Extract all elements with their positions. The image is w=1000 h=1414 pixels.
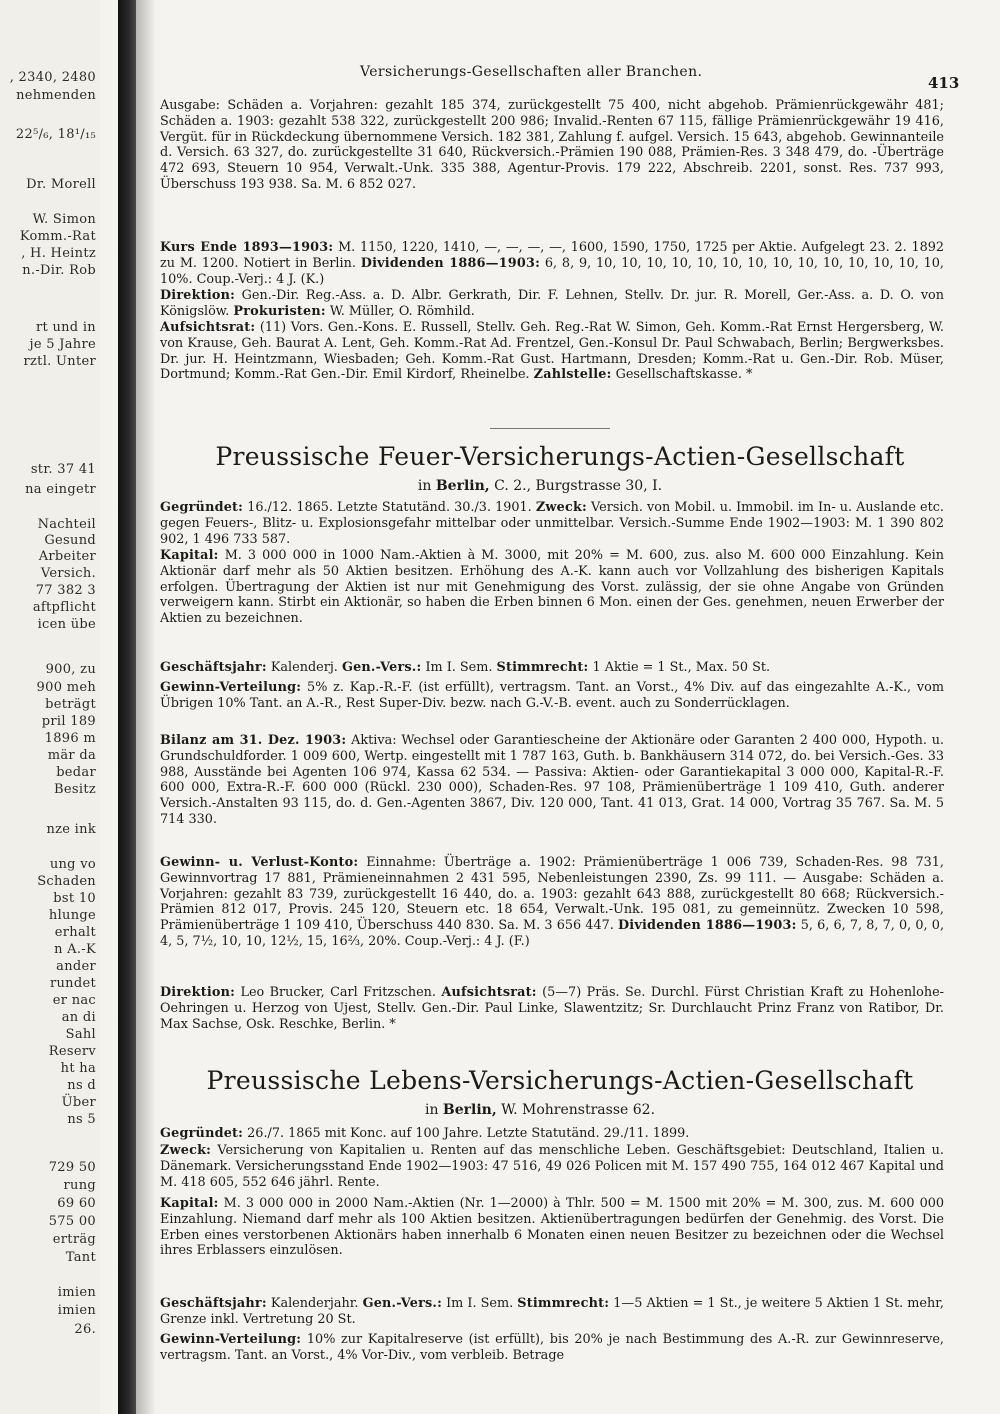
prokuristen-text: W. Müller, O. Römhild. [325,303,475,319]
feuer-kapital-label: Kapital: [160,548,219,563]
feuer-stimmrecht-label: Stimmrecht: [496,660,589,675]
margin-line: 1896 m [44,731,96,746]
margin-line: na eingetr [25,482,96,497]
feuer-location-address: C. 2., Burgstrasse 30, I. [489,478,663,494]
feuer-genvers-label: Gen.-Vers.: [341,660,422,675]
leben-geschaeftsjahr-text: Kalenderjahr. [266,1296,363,1311]
margin-line: je 5 Jahre [29,337,96,352]
margin-line: bedar [56,765,96,780]
margin-line: Nachteil [37,517,96,532]
margin-line: W. Simon [32,212,96,227]
feuer-direktion-text: Leo Brucker, Carl Fritzschen. [235,985,442,1000]
feuer-bilanz-label: Bilanz am 31. Dez. 1903: [160,733,347,748]
leben-genvers-label: Gen.-Vers.: [362,1296,443,1311]
margin-line: hlunge [48,908,96,923]
feuer-zweck-label: Zweck: [535,500,587,515]
margin-line: Arbeiter [38,549,96,564]
leben-gegruendet-label: Gegründet: [160,1126,244,1141]
leben-stimmrecht-label: Stimmrecht: [517,1296,610,1311]
section-divider [490,428,610,429]
margin-line: Dr. Morell [26,177,96,192]
feuer-direktion-label: Direktion: [160,985,236,1000]
margin-line: erträg [52,1232,96,1247]
leben-kapital-text: M. 3 000 000 in 2000 Nam.-Aktien (Nr. 1—2000) à Thlr. 500 = M. 1500 mit 20% = M. 300, zus. M. 600 000 Einzahlung. Niemand darf mehr als 100 Aktien besitzen. Aktienübertragungen bedürfen der Genehmig. des Vorst. Die Erben eines verstorbenen Aktionärs haben innerhalb 6 Monaten einen neuen Besitzer zu bezeichnen oder die Wechsel ihres Erblassers einzulösen. [160,1196,944,1259]
margin-line: Schaden [37,874,96,889]
leben-heading: Preussische Lebens-Versicherungs-Actien-Gesellschaft [206,1066,914,1095]
leben-location-address: W. Mohrenstrasse 62. [496,1102,656,1118]
feuer-gegruendet-text: 16./12. 1865. Letzte Statutänd. 30./3. 1901. [243,500,536,515]
margin-line: rztl. Unter [23,354,96,369]
feuer-gewinn-label: Gewinn-Verteilung: [160,680,302,695]
margin-line: rung [63,1178,96,1193]
feuer-kapital-paragraph [160,548,944,627]
leben-location [160,1102,920,1118]
leben-stimmrecht-text: 1—5 Aktien = 1 St., je weitere 5 Aktien 1 St. mehr, Grenze inkl. Vertretung 20 St. [160,1296,944,1327]
feuer-guv-text: Einnahme: Überträge a. 1902: Prämienüberträge 1 006 739, Schaden-Res. 98 731, Gewinnvortrag 17 881, Prämieneinnahmen 2 431 595, Nebenleistungen 2390, Zs. 99 111. — Ausgabe: Schäden a. Vorjahren: gezahlt 83 739, zurückgestellt 16 440, do. a. 1903: gezahlt 643 888, zurückgestellt 80 668; Rückversich.-Prämien 812 017, Provis. 245 120, Steuern etc. 18 654, Verwalt.-Unk. 195 081, zu gemeinnütz. Zwecken 10 598, Prämienüberträge 1 109 410, Überschuss 440 830. Sa. M. 3 656 447. [160,855,944,934]
margin-line: 900 meh [36,680,96,695]
margin-line: an di [61,1010,96,1025]
feuer-geschaeftsjahr-paragraph [160,660,944,676]
running-head: Versicherungs-Gesellschaften aller Branchen. [360,64,703,80]
feuer-gegruendet-paragraph [160,500,944,547]
feuer-aufsichtsrat-label: Aufsichtsrat: [441,985,537,1000]
leben-zweck-text: Versicherung von Kapitalien u. Renten auf das menschliche Leben. Geschäftsgebiet: Deutschland, Italien u. Dänemark. Versicherungsstand Ende 1902—1903: 47 516, 49 026 Policen mit M. 157 490 755, 164 012 467 Kapital und M. 418 605, 552 646 jährl. Rente. [160,1143,944,1190]
leben-gegruendet-text: 26./7. 1865 mit Konc. auf 100 Jahre. Letzte Statutänd. 29./11. 1899. [243,1126,690,1141]
margin-line: imien [57,1285,96,1300]
left-margin-strip [0,0,100,1414]
margin-line: er nac [52,993,96,1008]
margin-line: n.-Dir. Rob [22,263,96,278]
feuer-bilanz-paragraph [160,733,944,828]
feuer-gewinn-text: 5% z. Kap.-R.-F. (ist erfüllt), vertragsm. Tant. an Vorst., 4% Div. auf das eingezahlte A.-K., vom Übrigen 10% Tant. an A.-R., Rest Super-Div. bezw. nach G.-V.-B. event. auch zu Sonderrücklagen. [160,680,944,711]
leben-gegruendet-paragraph [160,1126,944,1142]
margin-line: rt und in [35,320,96,335]
feuer-zweck-text: Versich. von Mobil. u. Immobil. im In- u. Auslande etc. gegen Feuers-, Blitz- u. Explosionsgefahr mittelbar oder unmittelbar. Versich.-Summe Ende 1902—1903: M. 1 390 802 902, 1 496 733 587. [160,500,944,547]
margin-line: Gesund [44,533,96,548]
feuer-dividenden-label: Dividenden 1886—1903: [617,918,797,934]
margin-line: 729 50 [48,1160,96,1175]
margin-line: bst 10 [53,891,96,906]
margin-line: str. 37 41 [30,462,96,477]
kurs-label: Kurs Ende 1893—1903: [160,240,334,255]
margin-line: ns 5 [67,1112,96,1127]
zahlstelle-text: Gesellschaftskasse. * [611,367,753,383]
margin-line: imien [57,1303,96,1318]
feuer-location [160,478,920,494]
book-gutter [118,0,136,1414]
margin-line: rundet [50,976,96,991]
page-number: 413 [928,74,960,92]
leben-gewinn-paragraph [160,1332,944,1364]
leben-geschaeftsjahr-paragraph [160,1296,944,1328]
margin-line: aftpflicht [32,600,96,615]
leben-location-city: Berlin, [442,1102,497,1118]
margin-line: Komm.-Rat [19,229,96,244]
direktion-label: Direktion: [160,288,236,303]
ausgabe-paragraph [160,98,944,193]
margin-line: Sahl [65,1027,96,1042]
leben-gewinn-text: 10% zur Kapitalreserve (ist erfüllt), bis 20% je nach Bestimmung des A.-R. zur Gewinnreserve, vertragsm. Tant. an Vorst., 4% Vor-Div., vom verbleib. Betrage [160,1332,944,1363]
feuer-genvers-text: Im I. Sem. [421,660,497,675]
ausgabe-text: Ausgabe: Schäden a. Vorjahren: gezahlt 185 374, zurückgestellt 75 400, nicht abgehob. Prämienrückgewähr 481; Schäden a. 1903: gezahlt 538 322, zurückgestellt 200 986; Invalid.-Renten 67 115, fällige Prämienrückgewähr 19 416, Vergüt. für in Rückdeckung übernommene Versich. 182 381, Zahlung f. aufgel. Versich. 15 643, abgehob. Gewinnanteile d. Versich. 63 327, do. zurückgestellte 31 640, Rückversich.-Prämien 190 088, Prämien-Res. 3 348 479, do. -Überträge 472 693, Steuern 10 954, Verwalt.-Unk. 335 388, Agentur-Provis. 179 222, Abschreib. 2201, sonst. Res. 737 993, Überschuss 193 938. Sa. M. 6 852 027. [160,98,944,192]
margin-line: , 2340, 2480 [9,70,96,85]
zahlstelle-label: Zahlstelle: [533,367,612,383]
margin-line: 22⁵/₆, 18¹/₁₅ [15,127,96,142]
margin-line: Tant [65,1250,96,1265]
feuer-gegruendet-label: Gegründet: [160,500,244,515]
feuer-kapital-text: M. 3 000 000 in 1000 Nam.-Aktien à M. 3000, mit 20% = M. 600, zus. also M. 600 000 Einzahlung. Kein Aktionär darf mehr als 50 Aktien besitzen. Erhöhung des A.-K. kann auch vor Vollzahlung des bisherigen Kapitals erfolgen. Übertragung der Aktien ist nur mit Genehmigung des Vorst. zulässig, der sie ohne Angabe von Gründen verweigern kann. Stirbt ein Aktionär, so haben die Erben binnen 6 Mon. einen der Ges. genehmen, neuen Erwerber der Aktien zu bezeichnen. [160,548,944,627]
margin-line: pril 189 [41,714,96,729]
feuer-gewinn-paragraph [160,680,944,712]
feuer-guv-paragraph [160,855,944,950]
feuer-geschaeftsjahr-label: Geschäftsjahr: [160,660,267,675]
leben-kapital-paragraph [160,1196,944,1259]
margin-line: beträgt [45,697,96,712]
feuer-direktion-paragraph [160,985,944,1032]
feuer-location-in: in [417,478,436,494]
feuer-guv-label: Gewinn- u. Verlust-Konto: [160,855,359,870]
feuer-heading: Preussische Feuer-Versicherungs-Actien-Gesellschaft [215,442,905,471]
margin-line: ander [56,959,96,974]
leben-location-in: in [424,1102,443,1118]
margin-line: , H. Heintz [21,246,96,261]
leben-geschaeftsjahr-label: Geschäftsjahr: [160,1296,267,1311]
margin-line: mär da [47,748,96,763]
margin-line: 575 00 [48,1214,96,1229]
feuer-geschaeftsjahr-text: Kalenderj. [266,660,342,675]
kurs-text: M. 1150, 1220, 1410, —, —, —, —, 1600, 1590, 1750, 1725 per Aktie. Aufgelegt 23. 2. 1892 zu M. 1200. Notiert in Berlin. [160,240,945,271]
aufsichtsrat-text: (11) Vors. Gen.-Kons. E. Russell, Stellv. Geh. Reg.-Rat W. Simon, Geh. Komm.-Rat Ernst Hergersberg, W. von Krause, Geh. Baurat A. Lent, Geh. Komm.-Rat Ad. Frentzel, Gen.-Konsul Dr. Paul Schwabach, Berlin; Bergwerksbes. Dr. jur. H. Heintzmann, Wiesbaden; Geh. Komm.-Rat Gust. Hartmann, Dresden; Komm.-Rat u. Gen.-Dir. Rob. Müser, Dortmund; Komm.-Rat Gen.-Dir. Emil Kirdorf, Rheinelbe. [160,320,944,383]
feuer-stimmrecht-text: 1 Aktie = 1 St., Max. 50 St. [588,660,771,675]
leben-genvers-text: Im I. Sem. [442,1296,518,1311]
gutter-shadow [136,0,156,1414]
dividenden-text: 6, 8, 9, 10, 10, 10, 10, 10, 10, 10, 10, 10, 10, 10, 10, 10, 10, 10%. Coup.-Verj.: 4 J. (K.) [160,255,944,287]
direktion-paragraph [160,288,944,320]
prokuristen-label: Prokuristen: [233,303,326,319]
kurs-paragraph [160,240,944,287]
margin-line: nze ink [46,822,96,837]
margin-line: Besitz [54,782,96,797]
aufsichtsrat-label: Aufsichtsrat: [160,320,256,335]
margin-line: ung vo [49,857,96,872]
feuer-location-city: Berlin, [435,478,490,494]
margin-line: ht ha [60,1061,96,1076]
margin-line: icen übe [37,617,96,632]
leben-zweck-paragraph [160,1143,944,1190]
margin-line: ns d [67,1078,96,1093]
page [160,0,960,1414]
margin-line: 26. [74,1322,96,1337]
aufsichtsrat-paragraph [160,320,944,383]
leben-gewinn-label: Gewinn-Verteilung: [160,1332,302,1347]
feuer-dividenden-text: 5, 6, 6, 7, 8, 7, 0, 0, 0, 4, 5, 7½, 10, 10, 12½, 15, 16⅔, 20%. Coup.-Verj.: 4 J. (F.) [160,918,945,949]
leben-kapital-label: Kapital: [160,1196,219,1211]
direktion-text: Gen.-Dir. Reg.-Ass. a. D. Albr. Gerkrath, Dir. F. Lehnen, Stellv. Dr. jur. R. Morell, Ger.-Ass. a. D. O. von Königslöw. [160,288,944,319]
margin-line: Versich. [40,566,96,581]
margin-line: 900, zu [45,662,96,677]
feuer-bilanz-text: Aktiva: Wechsel oder Garantiescheine der Aktionäre oder Garanten 2 400 000, Hypoth. u. Grundschuldforder. 1 009 600, Wertp. eingestellt mit 1 787 163, Guth. b. Bankhäusern 314 072, do. bei Versich.-Ges. 33 988, Ausstände bei Agenten 106 974, Kassa 62 534. — Passiva: Aktien- oder Garantiekapital 3 000 000, Kapital-R.-F. 600 000, Extra-R.-F. 600 000 (Rückl. 230 000), Schaden-Res. 97 108, Prämienüberträge 1 109 410, Guth. anderer Versich.-Anstalten 93 115, do. d. Gen.-Agenten 3867, Div. 120 000, Tant. 41 013, Grat. 14 000, Vortrag 35 767. Sa. M. 5 714 330. [160,733,945,827]
margin-line: Über [61,1095,96,1110]
margin-line: erhalt [54,925,96,940]
margin-line: 77 382 3 [35,583,96,598]
margin-line: n A.-K [54,942,96,957]
leben-zweck-label: Zweck: [160,1143,212,1158]
margin-line: Reserv [48,1044,96,1059]
feuer-aufsichtsrat-text: (5—7) Präs. Se. Durchl. Fürst Christian Kraft zu Hohenlohe-Oehringen u. Herzog von Ujest, Stellv. Gen.-Dir. Paul Linke, Slawentzitz; Sr. Durchlaucht Prinz Franz von Ratibor, Dr. Max Sachse, Osk. Reschke, Berlin. * [160,985,944,1032]
margin-line: 69 60 [57,1196,96,1211]
margin-line: nehmenden [16,88,96,103]
dividenden-label: Dividenden 1886—1903: [360,255,541,271]
